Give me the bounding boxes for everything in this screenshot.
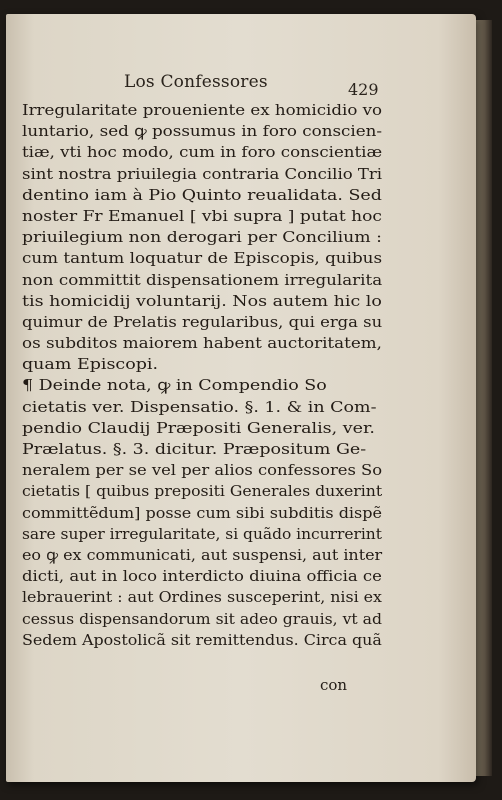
text-line: cum tantum loquatur de Episcopis, quibus [22, 249, 383, 268]
text-line: pendio Claudij Præpositi Generalis, ver. [22, 418, 375, 437]
text-line: cietatis ver. Dispensatio. §. 1. & in Com- [22, 397, 377, 416]
text-line: quimur de Prelatis regularibus, qui erga su [22, 312, 383, 331]
text-line: eo ꝙ ex communicati, aut suspensi, aut inter [22, 545, 383, 564]
text-line: tis homicidij voluntarij. Nos autem hic lo [22, 291, 382, 310]
text-line: sare super irregularitate, si quãdo incurrerint [22, 524, 382, 543]
text-line: Irregularitate proueniente ex homicidio vo [22, 101, 383, 119]
catchword: con [320, 676, 348, 694]
text-line: neralem per se vel per alios confessores So [22, 461, 383, 480]
text-line: dicti, aut in loco interdicto diuina officia ce [22, 567, 382, 586]
text-line: committẽdum] posse cum sibi subditis dispẽ [22, 503, 383, 522]
page-number: 429 [348, 80, 379, 99]
text-line: Prælatus. §. 3. dicitur. Præpositum Ge- [22, 440, 367, 458]
text-line: dentino iam à Pio Quinto reualidata. Sed [22, 185, 382, 204]
text-line: quam Episcopi. [22, 355, 159, 374]
page-fore-edge [474, 20, 492, 776]
text-line: Sedem Apostolicã sit remittendus. Circa quã [22, 630, 382, 649]
text-line: tiæ, vti hoc modo, cum in foro conscientiæ [22, 143, 383, 162]
text-line: luntario, sed ꝙ possumus in foro conscien- [22, 122, 383, 141]
text-line: priuilegium non derogari per Concilium : [22, 228, 382, 247]
text-line: os subditos maiorem habent auctoritatem, [22, 334, 382, 353]
text-line: lebrauerint : aut Ordines susceperint, nisi ex [22, 588, 382, 607]
text-line: cietatis [ quibus prepositi Generales duxerint [22, 482, 383, 501]
text-line: non committit dispensationem irregularita [22, 270, 383, 289]
text-line: noster Fr Emanuel [ vbi supra ] putat hoc [22, 206, 382, 225]
running-head: Los Confessores [124, 72, 268, 92]
body-text [22, 100, 382, 651]
paragraph-start-line: ¶ Deinde nota, ꝙ in Compendio So [22, 376, 327, 395]
text-line: sint nostra priuilegia contraria Concilio Tri [22, 164, 383, 183]
text-line: cessus dispensandorum sit adeo grauis, vt ad [22, 609, 383, 628]
